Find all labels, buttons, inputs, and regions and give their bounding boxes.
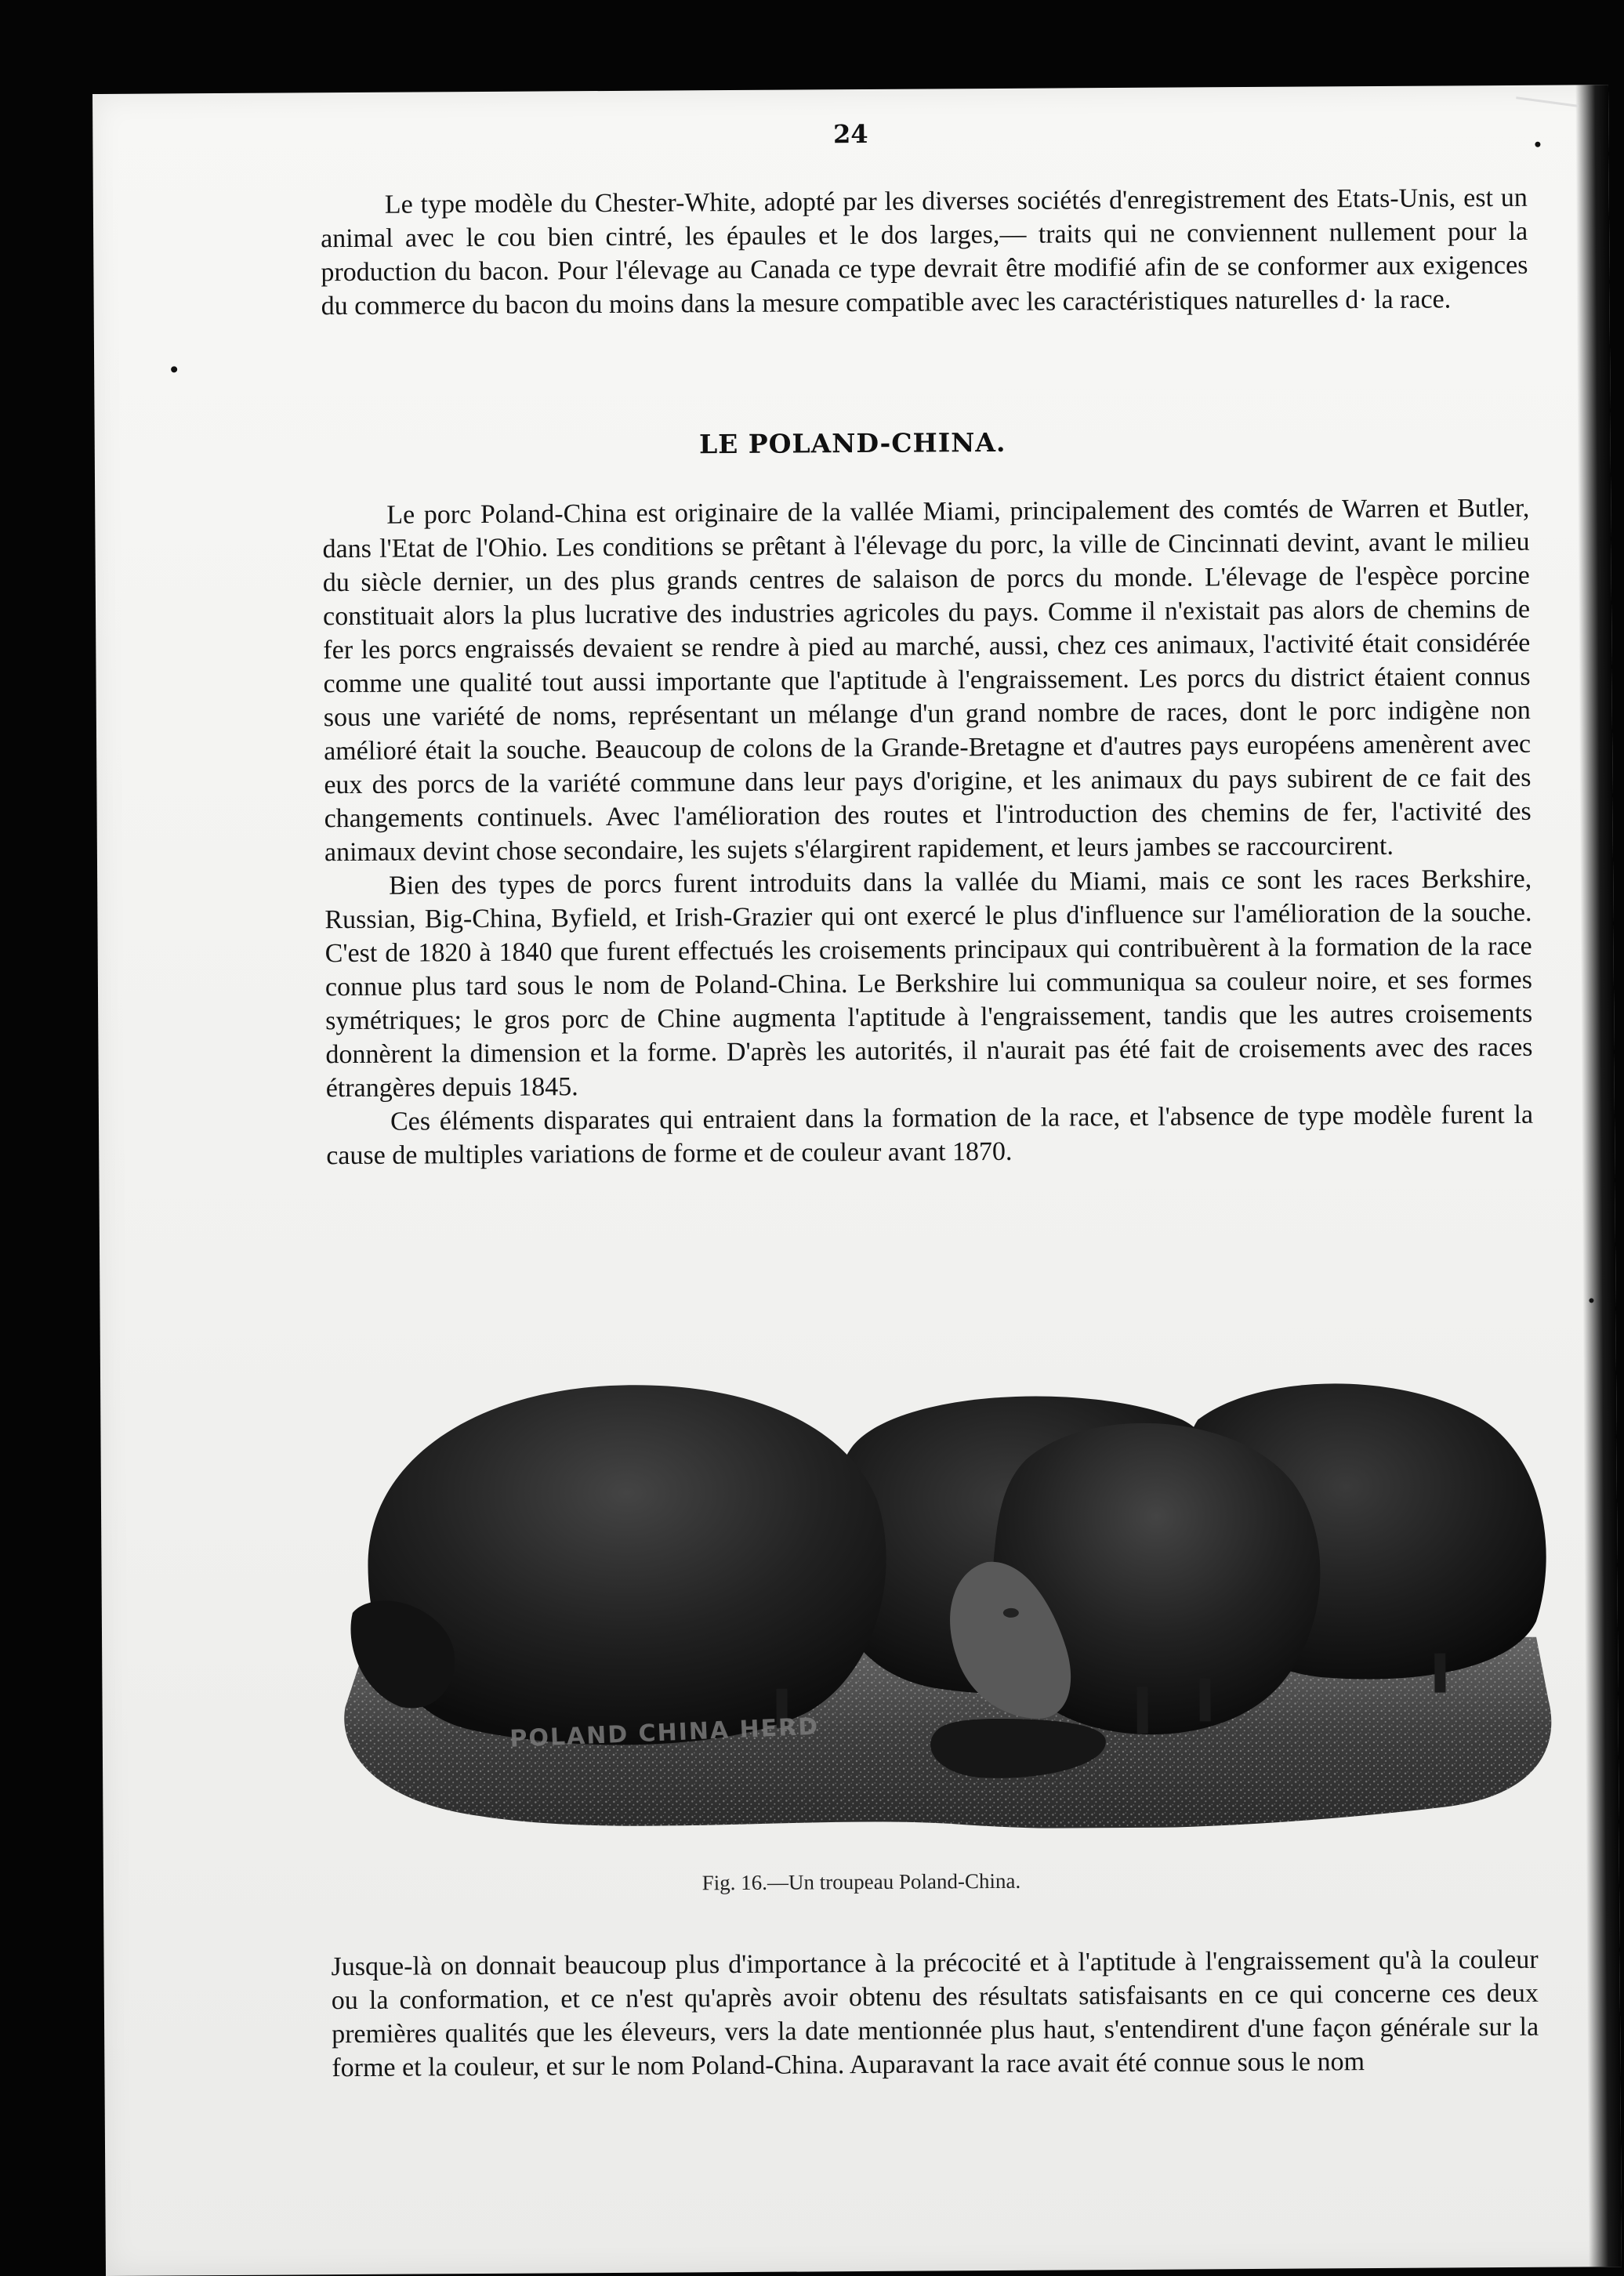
page-corner-mark xyxy=(1516,73,1582,107)
scan-speck xyxy=(1589,1298,1593,1303)
section-heading: LE POLAND-CHINA. xyxy=(698,426,1006,460)
figure-caption: Fig. 16.—Un troupeau Poland-China. xyxy=(701,1868,1021,1895)
intro-paragraph: Le type modèle du Chester-White, adopté par les diverses sociétés d'enregistrement des Etats-Unis, est un animal avec le cou bien cintré, les épaules et le dos larges,— traits qui ne conviennent nullement pour la production du bacon. Pour l'élevage au Canada ce type devrait être modifié afin de se conformer aux exigences du commerce du bacon du moins dans la mesure compatible avec les caractéristiques naturelles d· la race. xyxy=(321,183,1528,321)
pig-leg xyxy=(1434,1653,1445,1692)
pig-herd-photograph xyxy=(335,1371,1561,1833)
book-page xyxy=(92,85,1622,2276)
body-paragraph: Ces éléments disparates qui entraient dans la formation de la race, et l'absence de type modèle furent la cause de multiples variations de forme et de couleur avant 1870. xyxy=(326,1100,1534,1171)
intro-text xyxy=(321,181,1528,323)
pig-left-large xyxy=(367,1383,887,1746)
body-paragraph: Bien des types de porcs furent introduits dans la vallée du Miami, mais ce sont les races Berkshire, Russian, Big-China, Byfield, et Irish-Grazier qui ont exercé le plus d'influence sur l'amélioration de la souche. C'est de 1820 à 1840 que furent effectués les croisements principaux qui contribuèrent à la formation de la race connue plus tard sous le nom de Poland-China. Le Berkshire lui communiqua sa couleur noire, et ses formes symétriques; le gros porc de Chine augmenta l'aptitude à l'engraissement, tandis que les autres croisements donnèrent la dimension et la forme. D'après les autorités, il n'aurait pas été fait de croisements avec des races étrangères depuis 1845. xyxy=(324,864,1533,1104)
pig-herd-illustration xyxy=(335,1371,1561,1833)
body-paragraph: Le porc Poland-China est originaire de la vallée Miami, principalement des comtés de Warren et Butler, dans l'Etat de l'Ohio. Les conditions se prêtant à l'élevage du porc, la ville de Cincinnati devint, avant le milieu du siècle dernier, un des plus grands centres de salaison de porcs du monde. L'élevage de l'espèce porcine constituait alors la plus lucrative des industries agricoles du pays. Comme il n'existait pas alors de chemins de fer les porcs engraissés devaient se rendre à pied au marché, aussi, chez ces animaux, l'activité était considérée comme une qualité tout aussi importante que l'aptitude à l'engraissement. Les porcs du district étaient connus sous une variété de noms, représentant un mélange d'un grand nombre de races, dont le porc indigène non amélioré était la souche. Beaucoup de colons de la Grande-Bretagne et d'autres pays européens amenèrent avec eux des porcs de la variété commune dans leur pays d'origine, et les animaux du pays subirent de ce fait des changements continuels. Avec l'amélioration des routes et l'introduction des chemins de fer, l'activité des animaux devint chose secondaire, les sujets s'élargirent rapidement, et leurs jambes se raccourcirent. xyxy=(322,493,1532,868)
continuation-paragraph: Jusque-là on donnait beaucoup plus d'importance à la précocité et à l'aptitude à l'engraissement qu'à la couleur ou la conformation, et ce n'est qu'après avoir obtenu des résultats satisfaisants en ce qui concerne ces deux premières qualités que les éleveurs, vers la date mentionnée plus haut, s'entendirent d'une façon générale sur la forme et la couleur, et sur le nom Poland-China. Auparavant la race avait été connue sous le nom xyxy=(331,1944,1539,2083)
scan-speck xyxy=(171,366,177,372)
pig-leg xyxy=(1136,1687,1147,1734)
photo-label: POLAND CHINA HERD xyxy=(509,1712,820,1753)
page-edge-shadow xyxy=(1575,85,1622,2267)
section-body xyxy=(322,491,1533,1172)
pig-leg xyxy=(1199,1678,1210,1721)
continuation-text xyxy=(331,1943,1539,2085)
page-number: 24 xyxy=(832,118,868,150)
